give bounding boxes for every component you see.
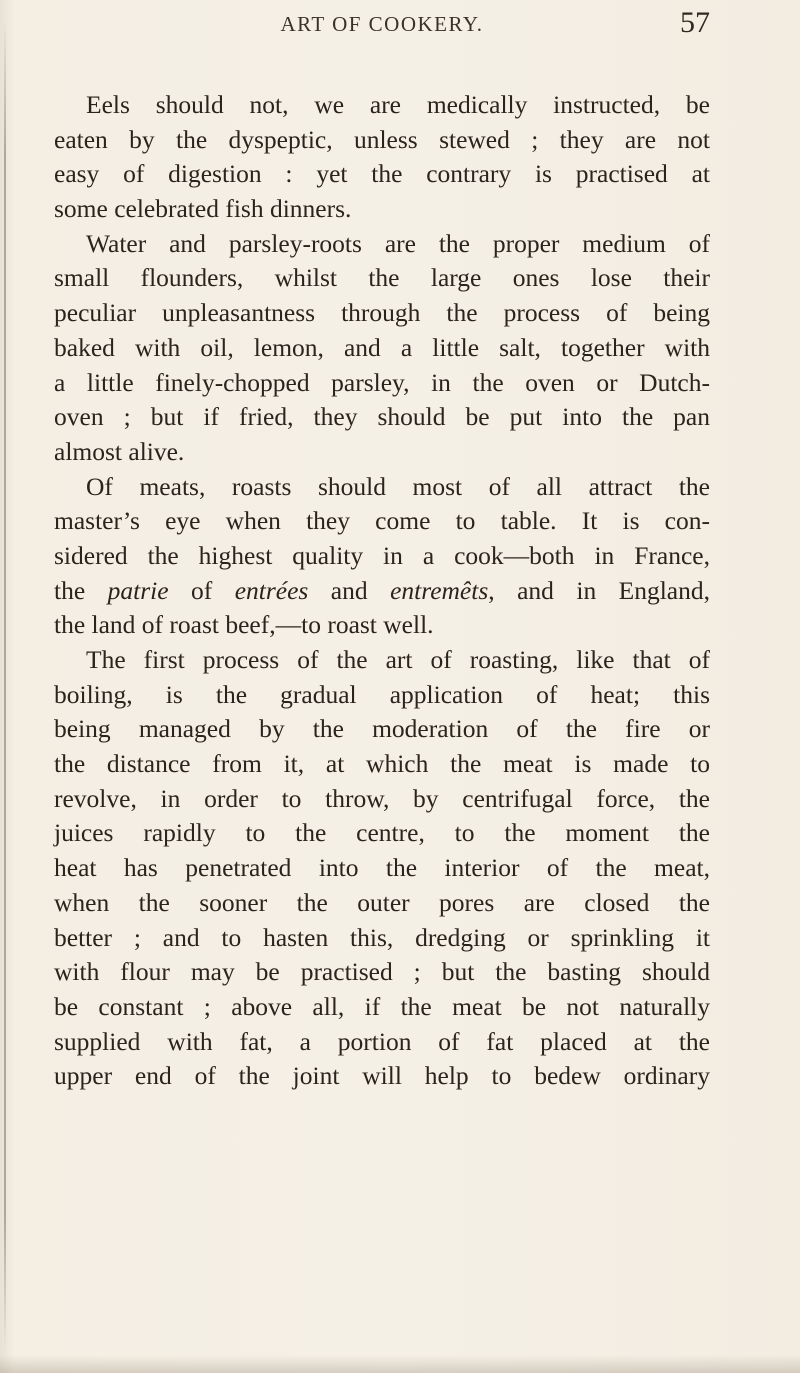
text-line: revolve, in order to throw, by centrifugal force, the <box>54 783 710 813</box>
text-line: easy of digestion : yet the contrary is practised at <box>54 159 710 189</box>
text-line: eaten by the dyspeptic, unless stewed ; they are not <box>54 124 710 154</box>
text-line: upper end of the joint will help to bedew ordinary <box>54 1061 710 1091</box>
text-line: heat has penetrated into the interior of the meat, <box>54 853 710 883</box>
text-line: being managed by the moderation of the fire or <box>54 714 710 744</box>
text-line: Of meats, roasts should most of all attract the <box>86 471 710 501</box>
paragraph-flounders <box>54 227 710 470</box>
italic-term-entrees: entrées <box>234 575 309 605</box>
page-bottom-shadow <box>0 1355 800 1373</box>
text-line: Eels should not, we are medically instructed, be <box>86 90 710 119</box>
text-line: boiling, is the gradual application of heat; this <box>54 679 710 709</box>
text-line: be constant ; above all, if the meat be not naturally <box>54 991 710 1021</box>
text-line: peculiar unpleasantness through the process of being <box>54 298 710 328</box>
text-line-italic-terms <box>54 574 710 609</box>
text-line: The first process of the art of roasting, like that of <box>86 645 710 674</box>
page-gutter-edge <box>4 20 6 1350</box>
paragraph-roasting <box>54 643 710 1094</box>
text-line: when the sooner the outer pores are closed the <box>54 887 710 917</box>
paragraph-eels <box>54 88 710 227</box>
text-line: a little finely-chopped parsley, in the oven or Dutch- <box>54 367 710 397</box>
paragraph-meats <box>54 470 710 643</box>
italic-term-entremets: entremêts <box>390 575 489 605</box>
text-line: small flounders, whilst the large ones lose their <box>54 263 710 293</box>
italic-term-patrie: patrie <box>107 575 169 605</box>
text-fragment: , and in England, <box>488 575 711 605</box>
text-line: some celebrated fish dinners. <box>54 194 352 224</box>
page-number: 57 <box>680 6 710 39</box>
text-line: Water and parsley-roots are the proper medium of <box>86 228 710 258</box>
text-line: with flour may be practised ; but the basting should <box>54 957 710 987</box>
text-line: supplied with fat, a portion of fat placed at the <box>54 1026 710 1056</box>
text-line: the distance from it, at which the meat is made to <box>54 749 710 779</box>
text-line: sidered the highest quality in a cook—both in France, <box>54 540 710 570</box>
text-line: the land of roast beef,—to roast well. <box>54 610 434 640</box>
text-fragment: the <box>54 575 108 605</box>
text-fragment: of <box>168 575 235 605</box>
running-title: ART OF COOKERY. <box>280 12 484 36</box>
text-line: almost alive. <box>54 436 185 466</box>
text-fragment: and <box>308 575 391 605</box>
page-header <box>54 6 710 46</box>
text-line: better ; and to hasten this, dredging or sprinkling it <box>54 922 710 952</box>
text-line: juices rapidly to the centre, to the moment the <box>54 818 710 848</box>
text-line: oven ; but if fried, they should be put into the pan <box>54 402 710 432</box>
body-text <box>54 88 710 1094</box>
text-line: master’s eye when they come to table. It is con- <box>54 506 710 536</box>
text-line: baked with oil, lemon, and a little salt, together with <box>54 332 710 362</box>
